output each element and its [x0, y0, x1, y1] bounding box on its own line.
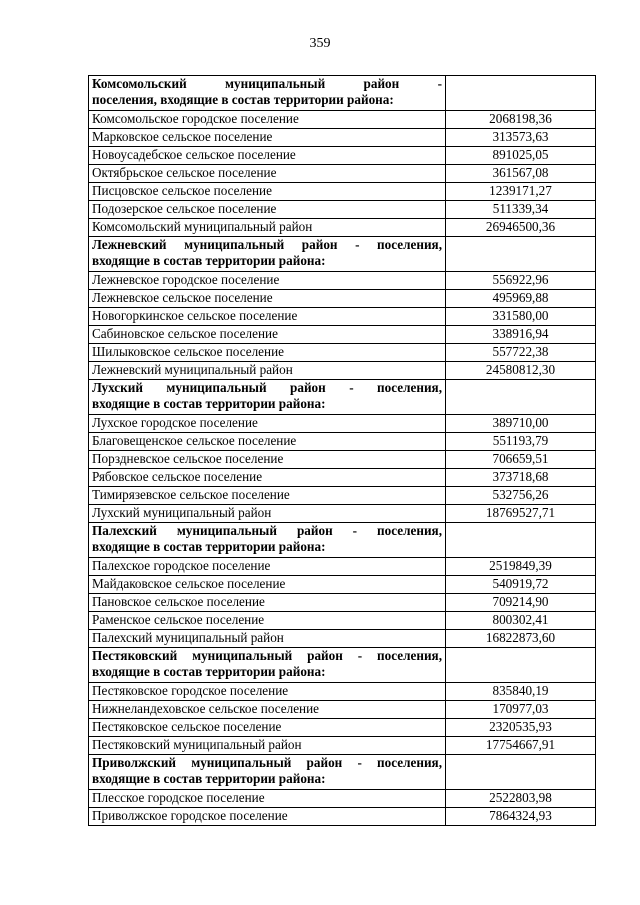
- settlement-name: Приволжское городское поселение: [89, 808, 446, 826]
- settlement-amount: 800302,41: [446, 612, 596, 630]
- settlement-name: Лежневский муниципальный район: [89, 362, 446, 380]
- table-row: [89, 737, 596, 755]
- table-row: [89, 183, 596, 201]
- settlement-name: Шилыковское сельское поселение: [89, 344, 446, 362]
- table-row: [89, 165, 596, 183]
- settlement-amount: 24580812,30: [446, 362, 596, 380]
- table-row: [89, 201, 596, 219]
- settlement-amount: 338916,94: [446, 326, 596, 344]
- district-header-line1: Палехский муниципальный район - поселения,: [92, 523, 442, 538]
- settlement-name: Палехский муниципальный район: [89, 630, 446, 648]
- table-row: [89, 790, 596, 808]
- settlement-name: Пестяковское городское поселение: [89, 683, 446, 701]
- settlement-amount: 389710,00: [446, 415, 596, 433]
- settlement-name: Плесское городское поселение: [89, 790, 446, 808]
- table-row: [89, 701, 596, 719]
- table-row: [89, 576, 596, 594]
- district-header-amount-cell: [446, 76, 596, 111]
- table-row: [89, 433, 596, 451]
- settlement-amount: 532756,26: [446, 487, 596, 505]
- settlement-amount: 26946500,36: [446, 219, 596, 237]
- settlement-name: Благовещенское сельское поселение: [89, 433, 446, 451]
- district-header-row: [89, 76, 596, 111]
- settlement-name: Лухское городское поселение: [89, 415, 446, 433]
- district-header: [89, 237, 446, 272]
- table-row: [89, 612, 596, 630]
- table-row: [89, 558, 596, 576]
- table-row: [89, 129, 596, 147]
- table-row: [89, 362, 596, 380]
- table-row: [89, 344, 596, 362]
- district-header-amount-cell: [446, 648, 596, 683]
- table-row: [89, 415, 596, 433]
- table-row: [89, 111, 596, 129]
- district-header-line2: входящие в состав территории района:: [92, 664, 326, 679]
- table-row: [89, 683, 596, 701]
- district-header-amount-cell: [446, 380, 596, 415]
- settlement-amount: 17754667,91: [446, 737, 596, 755]
- district-header-line2: входящие в состав территории района:: [92, 253, 326, 268]
- settlement-amount: 709214,90: [446, 594, 596, 612]
- table-row: [89, 808, 596, 826]
- settlement-name: Майдаковское сельское поселение: [89, 576, 446, 594]
- budget-table: [88, 75, 596, 826]
- district-header-line1: Лежневский муниципальный район - поселения,: [92, 237, 442, 252]
- district-header-line1: Приволжский муниципальный район - поселения,: [92, 755, 442, 770]
- district-header-line1: Лухский муниципальный район - поселения,: [92, 380, 442, 395]
- settlement-name: Лухский муниципальный район: [89, 505, 446, 523]
- settlement-amount: 373718,68: [446, 469, 596, 487]
- settlement-name: Новогоркинское сельское поселение: [89, 308, 446, 326]
- settlement-amount: 835840,19: [446, 683, 596, 701]
- settlement-name: Тимирязевское сельское поселение: [89, 487, 446, 505]
- district-header-line2: входящие в состав территории района:: [92, 396, 326, 411]
- district-header-line2: поселения, входящие в состав территории района:: [92, 92, 394, 107]
- settlement-amount: 1239171,27: [446, 183, 596, 201]
- district-header: [89, 523, 446, 558]
- settlement-amount: 551193,79: [446, 433, 596, 451]
- district-header-amount-cell: [446, 237, 596, 272]
- district-header-line1: Пестяковский муниципальный район - поселения,: [92, 648, 442, 663]
- settlement-name: Порздневское сельское поселение: [89, 451, 446, 469]
- table-row: [89, 326, 596, 344]
- district-header: [89, 648, 446, 683]
- district-header-line2: входящие в состав территории района:: [92, 539, 326, 554]
- table-row: [89, 147, 596, 165]
- page-number: 359: [309, 36, 331, 51]
- district-header-row: [89, 237, 596, 272]
- table-row: [89, 469, 596, 487]
- table-row: [89, 630, 596, 648]
- table-row: [89, 308, 596, 326]
- settlement-name: Писцовское сельское поселение: [89, 183, 446, 201]
- district-header-row: [89, 648, 596, 683]
- settlement-amount: 313573,63: [446, 129, 596, 147]
- table-row: [89, 719, 596, 737]
- table-row: [89, 505, 596, 523]
- settlement-name: Новоусадебское сельское поселение: [89, 147, 446, 165]
- settlement-name: Пановское сельское поселение: [89, 594, 446, 612]
- settlement-amount: 495969,88: [446, 290, 596, 308]
- settlement-name: Лежневское сельское поселение: [89, 290, 446, 308]
- settlement-name: Раменское сельское поселение: [89, 612, 446, 630]
- settlement-name: Марковское сельское поселение: [89, 129, 446, 147]
- settlement-amount: 557722,38: [446, 344, 596, 362]
- settlement-name: Подозерское сельское поселение: [89, 201, 446, 219]
- settlement-amount: 2320535,93: [446, 719, 596, 737]
- settlement-name: Рябовское сельское поселение: [89, 469, 446, 487]
- settlement-name: Палехское городское поселение: [89, 558, 446, 576]
- settlement-amount: 511339,34: [446, 201, 596, 219]
- settlement-amount: 361567,08: [446, 165, 596, 183]
- table-row: [89, 290, 596, 308]
- district-header: [89, 76, 446, 111]
- settlement-amount: 540919,72: [446, 576, 596, 594]
- table-row: [89, 451, 596, 469]
- settlement-name: Октябрьское сельское поселение: [89, 165, 446, 183]
- settlement-name: Пестяковский муниципальный район: [89, 737, 446, 755]
- settlement-name: Лежневское городское поселение: [89, 272, 446, 290]
- district-header-row: [89, 523, 596, 558]
- settlement-amount: 2068198,36: [446, 111, 596, 129]
- settlement-name: Комсомольский муниципальный район: [89, 219, 446, 237]
- table-row: [89, 272, 596, 290]
- settlement-name: Пестяковское сельское поселение: [89, 719, 446, 737]
- district-header: [89, 380, 446, 415]
- settlement-name: Нижнеландеховское сельское поселение: [89, 701, 446, 719]
- settlement-amount: 891025,05: [446, 147, 596, 165]
- settlement-amount: 706659,51: [446, 451, 596, 469]
- budget-table-body: [89, 76, 596, 826]
- settlement-amount: 7864324,93: [446, 808, 596, 826]
- settlement-amount: 170977,03: [446, 701, 596, 719]
- settlement-amount: 16822873,60: [446, 630, 596, 648]
- settlement-amount: 331580,00: [446, 308, 596, 326]
- table-row: [89, 219, 596, 237]
- settlement-amount: 18769527,71: [446, 505, 596, 523]
- settlement-amount: 556922,96: [446, 272, 596, 290]
- district-header-amount-cell: [446, 523, 596, 558]
- district-header-line1: Комсомольский муниципальный район -: [92, 76, 442, 91]
- settlement-amount: 2522803,98: [446, 790, 596, 808]
- settlement-amount: 2519849,39: [446, 558, 596, 576]
- table-row: [89, 487, 596, 505]
- settlement-name: Комсомольское городское поселение: [89, 111, 446, 129]
- settlement-name: Сабиновское сельское поселение: [89, 326, 446, 344]
- district-header-line2: входящие в состав территории района:: [92, 771, 326, 786]
- district-header: [89, 755, 446, 790]
- district-header-row: [89, 380, 596, 415]
- table-row: [89, 594, 596, 612]
- district-header-row: [89, 755, 596, 790]
- district-header-amount-cell: [446, 755, 596, 790]
